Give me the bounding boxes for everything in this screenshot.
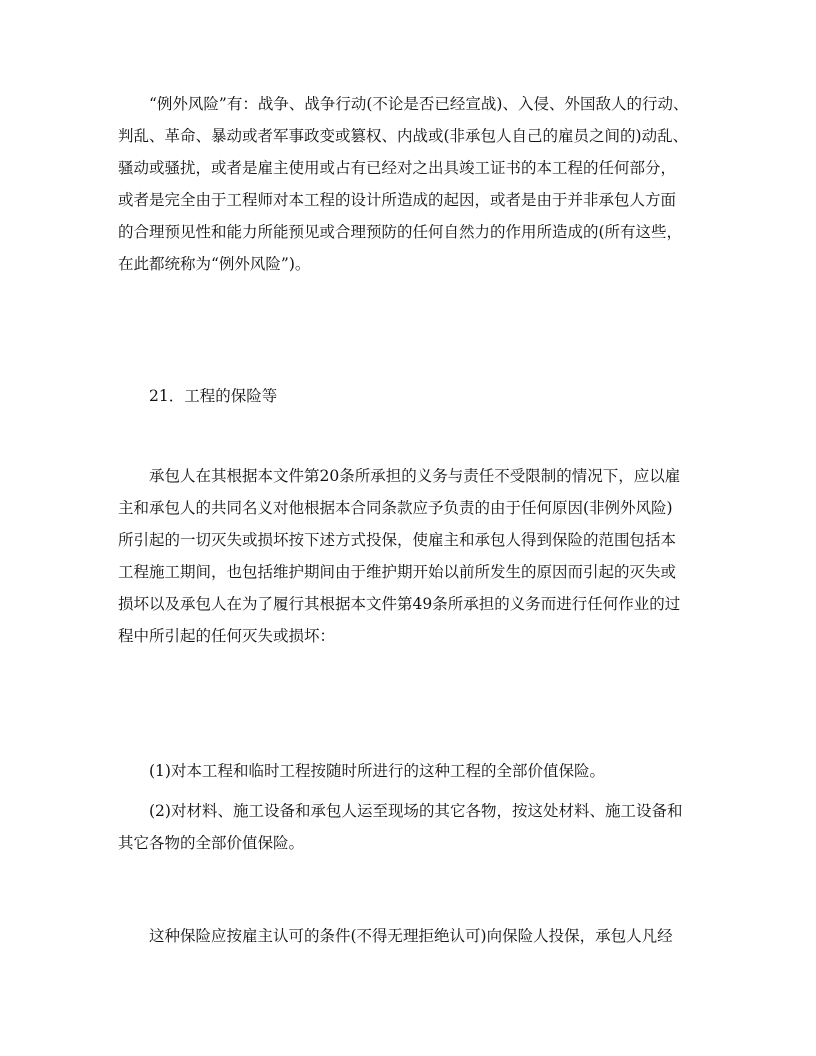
text-line: “例外风险”有：战争、战争行动(不论是否已经宣战)、入侵、外国敌人的行动、 (149, 95, 689, 113)
text-line: 在此都统称为“例外风险”)。 (118, 255, 311, 273)
text-line: 所引起的一切灭失或损坏按下述方式投保，使雇主和承包人得到保险的范围包括本 (118, 531, 677, 549)
section-heading-21 (118, 380, 698, 412)
text-line: 判乱、革命、暴动或者军事政变或篡权、内战或(非承包人自己的雇员之间的)动乱、 (118, 127, 689, 145)
text-line: 或者是完全由于工程师对本工程的设计所造成的起因，或者是由于并非承包人方面 (118, 191, 677, 209)
text-line: 工程施工期间，也包括维护期间由于维护期开始以前所发生的原因而引起的灭失或 (118, 563, 677, 581)
list-item-2 (118, 795, 698, 859)
section-heading: 21．工程的保险等 (149, 387, 278, 405)
text-line: 损坏以及承包人在为了履行其根据本文件第49条所承担的义务而进行任何作业的过 (118, 595, 681, 613)
paragraph-exceptional-risks (118, 88, 698, 280)
text-line: 这种保险应按雇主认可的条件(不得无理拒绝认可)向保险人投保，承包人凡经 (149, 927, 673, 945)
list-item-1 (118, 755, 698, 787)
text-line: 承包人在其根据本文件第20条所承担的义务与责任不受限制的情况下，应以雇 (149, 467, 681, 485)
text-line: (1)对本工程和临时工程按随时所进行的这种工程的全部价值保险。 (149, 762, 605, 780)
text-line: 程中所引起的任何灭失或损坏： (118, 627, 336, 645)
text-line: 的合理预见性和能力所能预见或合理预防的任何自然力的作用所造成的(所有这些， (118, 223, 683, 241)
text-line: (2)对材料、施工设备和承包人运至现场的其它各物，按这处材料、施工设备和 (149, 802, 683, 820)
paragraph-insurance-conditions (118, 920, 698, 952)
text-line: 其它各物的全部价值保险。 (118, 834, 305, 852)
text-line: 主和承包人的共同名义对他根据本合同条款应予负责的由于任何原因(非例外风险) (118, 499, 673, 517)
paragraph-insurance-of-works (118, 460, 698, 652)
text-line: 骚动或骚扰，或者是雇主使用或占有已经对之出具竣工证书的本工程的任何部分， (118, 159, 677, 177)
